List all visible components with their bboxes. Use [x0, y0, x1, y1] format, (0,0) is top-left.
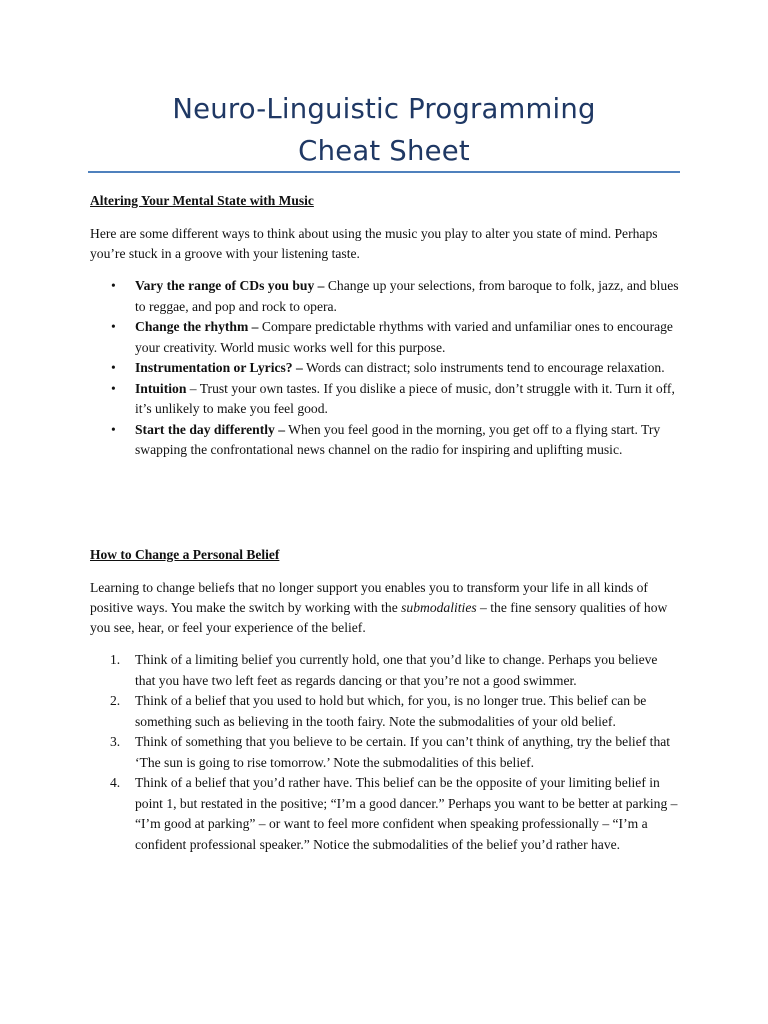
bullet-term: Intuition [135, 380, 187, 396]
bullet-text: Compare predictable rhythms with varied and unfamiliar ones to encourage your creativity. World music works well for this purpose. [135, 319, 673, 355]
bullet-text: Words can distract; solo instruments tend to encourage relaxation. [302, 360, 665, 375]
step-text: Think of something that you believe to be certain. If you can’t think of anything, try the belief that ‘The sun is going to rise tomorrow.’ Note the submodalities of this belief. [135, 734, 671, 770]
step-number: 1. [110, 652, 121, 667]
list-item [90, 732, 680, 773]
bullet-term: Start the day differently – [135, 421, 286, 437]
title-line-1: Neuro-Linguistic Programming [172, 93, 596, 125]
bullet-term: Instrumentation or Lyrics? – [135, 360, 303, 375]
list-item [90, 691, 680, 732]
intro-text-start: Learning to change beliefs that no longer support you enables you to transform your life in all kinds of positive ways. You make the switch by working with the [90, 580, 648, 615]
section-heading-music: Altering Your Mental State with Music [90, 193, 314, 208]
step-text: Think of a limiting belief you currently hold, one that you’d like to change. Perhaps you believe that you have two left feet as regards dancing or that you’re not a good swimmer. [135, 652, 658, 688]
bullet-term: Vary the range of CDs you buy – [135, 278, 325, 293]
section-intro-belief [90, 578, 680, 638]
step-number: 2. [110, 693, 121, 708]
intro-text-end: – the fine sensory qualities of how you see, hear, or feel your experience of the belief. [90, 600, 668, 635]
title-divider [88, 171, 680, 173]
belief-steps-list [90, 650, 680, 855]
list-item [90, 420, 680, 461]
page-title [0, 88, 768, 172]
list-item [90, 773, 680, 855]
step-number: 4. [110, 775, 121, 790]
section-heading-belief: How to Change a Personal Belief [90, 547, 280, 562]
step-text: Think of a belief that you used to hold but which, for you, is no longer true. This belief can be something such as believing in the tooth fairy. Note the submodalities of your old belief. [135, 693, 647, 729]
bullet-term: Change the rhythm – [135, 319, 259, 334]
list-item [90, 276, 680, 317]
list-item [90, 650, 680, 691]
intro-term: submodalities [401, 600, 477, 615]
step-number: 3. [110, 734, 121, 749]
section-intro-music: Here are some different ways to think about using the music you play to alter you state of mind. Perhaps you’re stuck in a groove with your listening taste. [90, 226, 658, 261]
music-tips-list [90, 276, 680, 461]
bullet-text: Change up your selections, from baroque to folk, jazz, and blues to reggae, and pop and rock to opera. [135, 278, 679, 314]
list-item [90, 317, 680, 358]
bullet-text: When you feel good in the morning, you get off to a flying start. Try swapping the confrontational news channel on the radio for inspiring and uplifting music. [135, 421, 661, 457]
list-item [90, 379, 680, 420]
title-line-2: Cheat Sheet [298, 135, 470, 167]
list-item [90, 358, 680, 379]
bullet-text: – Trust your own tastes. If you dislike a piece of music, don’t struggle with it. Turn it off, it’s unlikely to make you feel good. [135, 380, 675, 416]
step-text: Think of a belief that you’d rather have. This belief can be the opposite of your limiting belief in point 1, but restated in the positive; “I’m a good dancer.” Perhaps you want to be better at parking – “I’m good at parking” – or want to feel more confident when speaking professionally – “I’m a confident professional speaker.” Notice the submodalities of the belief you’d rather have. [135, 775, 678, 852]
